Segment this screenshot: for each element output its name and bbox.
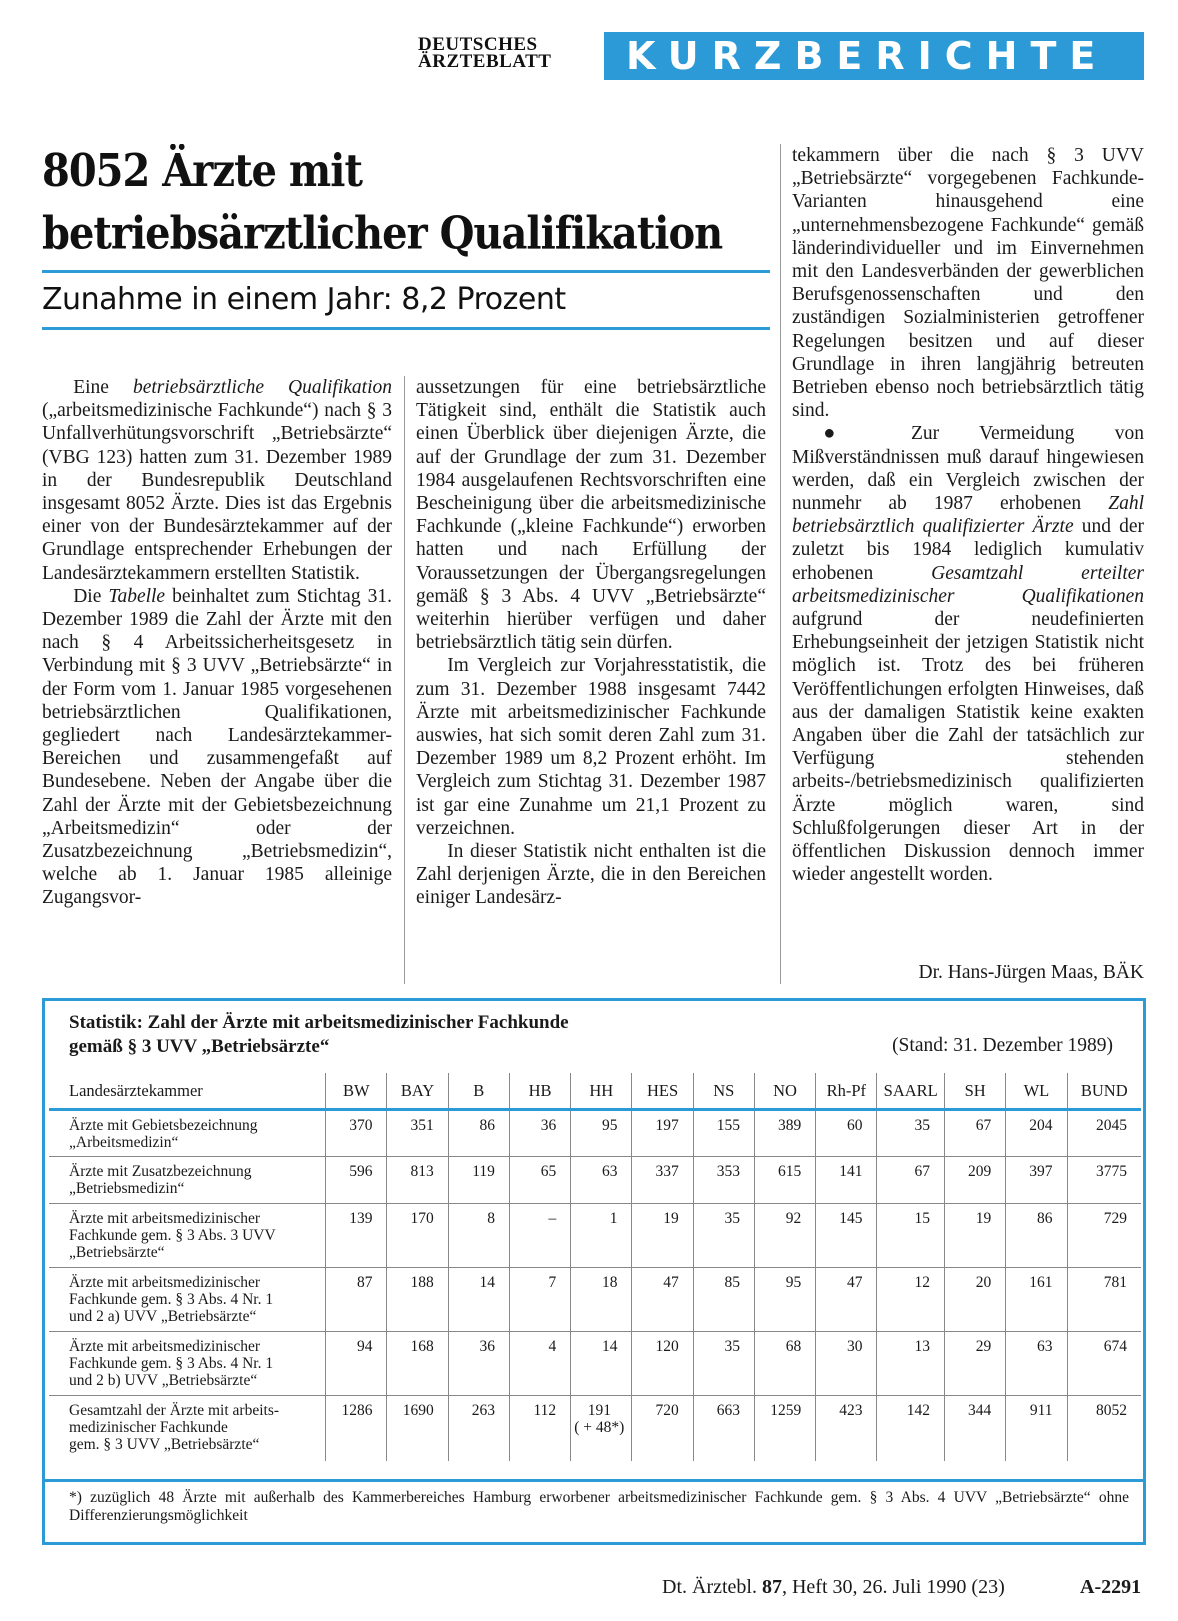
cell-value: 813 xyxy=(410,1162,434,1180)
table-cell xyxy=(326,1331,387,1395)
cell-value: 120 xyxy=(655,1337,679,1355)
cell-value: 168 xyxy=(410,1337,434,1355)
cell-value: 615 xyxy=(777,1162,802,1180)
table-cell xyxy=(326,1109,387,1156)
table-cell xyxy=(1006,1109,1067,1156)
cell-value: 47 xyxy=(846,1273,863,1291)
table-header-label: Landesärztekammer xyxy=(49,1073,326,1109)
table-cell xyxy=(571,1109,632,1156)
table-header-cell: BW xyxy=(326,1073,387,1109)
cell-value: 87 xyxy=(356,1273,373,1291)
cell-value: 674 xyxy=(1103,1337,1127,1355)
table-cell xyxy=(1006,1267,1067,1331)
cell-value: 344 xyxy=(968,1401,992,1419)
table-footnote: *) zuzüglich 48 Ärzte mit außerhalb des Kammerbereiches Hamburg erworbener arbeitsmedizinischer Fachkunde gem. § 3 Abs. 4 UVV „Betriebsärzte“ ohne Differenzierungsmöglichkeit xyxy=(69,1489,1129,1524)
cell-value: 3775 xyxy=(1096,1162,1127,1180)
cell-value: 370 xyxy=(349,1116,373,1134)
cell-value: 20 xyxy=(975,1273,992,1291)
table-cell xyxy=(754,1109,815,1156)
article-column-1 xyxy=(42,376,392,910)
cell-value: 14 xyxy=(479,1273,495,1291)
table-cell xyxy=(816,1395,877,1461)
table-row-label xyxy=(49,1331,326,1395)
table-cell xyxy=(1006,1331,1067,1395)
paragraph: tekammern über die nach § 3 UVV „Betriebsärzte“ vorgegebenen Fachkunde-Varianten hinausgehend eine „unternehmensbezogene Fachkunde“ gemäß länderindividueller und im Einvernehmen mit den Landesverbänden der gewerblichen Berufsgenossenschaften und den zuständigen Sozialministerien getroffener Regelungen besitzen und auf dieser Grundlage in ihren langjährig betreuten Betrieben ebenso noch betriebsärztlich tätig sind. xyxy=(792,145,1144,422)
table-cell xyxy=(571,1331,632,1395)
table-cell xyxy=(945,1331,1006,1395)
table-cell xyxy=(387,1109,448,1156)
cell-value: 94 xyxy=(356,1337,373,1355)
column-divider xyxy=(780,144,781,984)
cell-value: 188 xyxy=(410,1273,434,1291)
headline xyxy=(42,140,762,265)
table-cell xyxy=(693,1156,754,1203)
cell-value: 781 xyxy=(1103,1273,1127,1291)
table-cell xyxy=(509,1109,570,1156)
cell-value: 29 xyxy=(975,1337,992,1355)
cell-value: 63 xyxy=(601,1162,618,1180)
table-cell xyxy=(448,1109,509,1156)
table-cell xyxy=(816,1109,877,1156)
table-header-cell: BAY xyxy=(387,1073,448,1109)
table-cell xyxy=(693,1395,754,1461)
table-row-label xyxy=(49,1203,326,1267)
cell-value: 8 xyxy=(487,1209,495,1227)
cell-value: 1286 xyxy=(341,1401,373,1419)
bullet-icon: ● xyxy=(823,422,871,445)
table-cell xyxy=(387,1156,448,1203)
cell-value: 8052 xyxy=(1096,1401,1127,1419)
cell-value: 18 xyxy=(601,1273,618,1291)
table-header-cell: Rh-Pf xyxy=(816,1073,877,1109)
table-cell xyxy=(693,1203,754,1267)
cell-value: 351 xyxy=(410,1116,434,1134)
masthead-line-2: ÄRZTEBLATT xyxy=(418,51,552,72)
table-title: Statistik: Zahl der Ärzte mit arbeitsmedizinischer Fachkunde gemäß § 3 UVV „Betriebsärzte“ xyxy=(69,1012,569,1057)
cell-value: 15 xyxy=(914,1209,931,1227)
cell-value: 209 xyxy=(968,1162,992,1180)
cell-value: 36 xyxy=(479,1337,495,1355)
row-label-line: Ärzte mit arbeitsmedizinischer xyxy=(69,1209,261,1227)
table-cell xyxy=(877,1267,945,1331)
table-cell xyxy=(509,1156,570,1203)
table-cell xyxy=(632,1331,693,1395)
cell-value: 729 xyxy=(1103,1209,1127,1227)
paragraph: Eine betriebsärztliche Qualifikation („arbeitsmedizinische Fachkunde“) nach § 3 Unfallverhütungsvorschrift „Betriebsärzte“ (VBG 123) hatten zum 31. Dezember 1989 in der Bundesrepublik Deutschland insgesamt 8052 Ärzte. Dies ist das Ergebnis einer von der Bundesärztekammer auf der Grundlage entsprechender Erhebungen der Landesärztekammern erstellten Statistik. xyxy=(42,377,393,584)
table-header-row xyxy=(49,1073,1141,1109)
article-column-2 xyxy=(416,376,766,910)
table-cell xyxy=(387,1331,448,1395)
row-label-line: „Arbeitsmedizin“ xyxy=(69,1133,179,1151)
table-header-cell: SH xyxy=(945,1073,1006,1109)
column-divider xyxy=(404,376,405,984)
cell-value: 30 xyxy=(846,1337,863,1355)
cell-value: 12 xyxy=(914,1273,931,1291)
masthead-line-1: DEUTSCHES xyxy=(418,34,538,55)
table-header-cell: B xyxy=(448,1073,509,1109)
row-label-line: Fachkunde gem. § 3 Abs. 4 Nr. 1 xyxy=(69,1290,274,1308)
emphasis: Gesamtzahl erteilter arbeitsmedizinischer Qualifikationen xyxy=(792,562,1144,607)
emphasis: Tabelle xyxy=(108,585,166,607)
paragraph: Im Vergleich zur Vorjahresstatistik, die zum 31. Dezember 1988 insgesamt 7442 Ärzte mit arbeitsmedizinischer Fachkunde auswies, hat sich somit deren Zahl zum 31. Dezember 1989 um 8,2 Prozent erhöht. Im Vergleich zum Stichtag 31. Dezember 1987 ist gar eine Zunahme um 21,1 Prozent zu verzeichnen. xyxy=(416,655,766,839)
cell-value: 204 xyxy=(1029,1116,1053,1134)
paragraph: In dieser Statistik nicht enthalten ist die Zahl derjenigen Ärzte, die in den Bereichen einiger Landesärz- xyxy=(416,841,766,909)
row-label-line: Ärzte mit arbeitsmedizinischer xyxy=(69,1273,261,1291)
table-cell xyxy=(387,1395,448,1461)
table-cell xyxy=(754,1331,815,1395)
table-header-cell: HH xyxy=(571,1073,632,1109)
table-date-note: (Stand: 31. Dezember 1989) xyxy=(892,1035,1113,1056)
table-cell xyxy=(571,1156,632,1203)
table-cell xyxy=(816,1203,877,1267)
table-cell xyxy=(1067,1156,1141,1203)
emphasis: Zahl betriebsärztlich qualifizierter Ärzte xyxy=(792,493,1144,538)
table-row-label xyxy=(49,1156,326,1203)
cell-value: 263 xyxy=(471,1401,495,1419)
table-cell xyxy=(1067,1331,1141,1395)
masthead-logo xyxy=(418,36,551,70)
table-row xyxy=(49,1156,1141,1203)
cell-value: 119 xyxy=(472,1162,495,1180)
cell-value: 423 xyxy=(839,1401,863,1419)
table-row xyxy=(49,1331,1141,1395)
table-cell xyxy=(387,1267,448,1331)
table-header-cell: HB xyxy=(509,1073,570,1109)
table-cell xyxy=(1006,1203,1067,1267)
table-cell xyxy=(571,1203,632,1267)
paragraph: Die Tabelle beinhaltet zum Stichtag 31. Dezember 1989 die Zahl der Ärzte mit den nach § 4 Arbeitssicherheitsgesetz in Verbindung mit § 3 UVV „Betriebsärzte“ in der Form vom 1. Januar 1985 vorgesehenen betriebsärztlichen Qualifikationen, gegliedert nach Landesärztekammer-Bereichen und zusammengefaßt auf Bundesebene. Neben der Angabe über die Zahl der Ärzte mit der Gebietsbezeichnung „Arbeitsmedizin“ oder der Zusatzbezeichnung „Betriebsmedizin“, welche ab 1. Januar 1985 alleinige Zugangsvor- xyxy=(42,585,392,909)
cell-value: 337 xyxy=(655,1162,679,1180)
table-cell xyxy=(877,1156,945,1203)
table-cell xyxy=(877,1395,945,1461)
table-cell xyxy=(754,1267,815,1331)
cell-value: 35 xyxy=(724,1337,740,1355)
page-number: A-2291 xyxy=(1080,1576,1142,1598)
table-cell xyxy=(509,1203,570,1267)
row-label-line: medizinischer Fachkunde xyxy=(69,1418,228,1436)
table-cell xyxy=(693,1267,754,1331)
cell-value: 663 xyxy=(716,1401,740,1419)
cell-value: 197 xyxy=(655,1116,679,1134)
cell-value: 86 xyxy=(479,1116,495,1134)
cell-value: 35 xyxy=(724,1209,740,1227)
table-cell xyxy=(632,1109,693,1156)
cell-value: 19 xyxy=(663,1209,679,1227)
cell-value: 596 xyxy=(349,1162,373,1180)
cell-value: 139 xyxy=(349,1209,373,1227)
table-header-cell: WL xyxy=(1006,1073,1067,1109)
table-cell xyxy=(632,1156,693,1203)
table-cell xyxy=(509,1395,570,1461)
row-label-line: „Betriebsmedizin“ xyxy=(69,1179,185,1197)
table-cell xyxy=(754,1203,815,1267)
row-label-line: Ärzte mit Zusatzbezeichnung xyxy=(69,1162,252,1180)
statistics-table xyxy=(49,1073,1141,1461)
cell-value: 2045 xyxy=(1096,1116,1127,1134)
table-header-cell: BUND xyxy=(1067,1073,1141,1109)
table-cell xyxy=(448,1156,509,1203)
table-cell xyxy=(693,1331,754,1395)
table-row-label xyxy=(49,1395,326,1461)
table-cell xyxy=(877,1331,945,1395)
table-cell xyxy=(387,1203,448,1267)
cell-value: 13 xyxy=(914,1337,931,1355)
row-label-line: gem. § 3 UVV „Betriebsärzte“ xyxy=(69,1435,260,1453)
table-header-cell: NO xyxy=(754,1073,815,1109)
headline-line-1: 8052 Ärzte mit xyxy=(42,144,362,198)
table-header-cell: HES xyxy=(632,1073,693,1109)
table-cell xyxy=(1006,1156,1067,1203)
cell-value: 112 xyxy=(533,1401,557,1419)
cell-value: 720 xyxy=(655,1401,679,1419)
table-header-cell: NS xyxy=(693,1073,754,1109)
author-byline: Dr. Hans-Jürgen Maas, BÄK xyxy=(918,962,1144,983)
table-row-label xyxy=(49,1109,326,1156)
cell-value: 141 xyxy=(839,1162,863,1180)
table-cell xyxy=(945,1395,1006,1461)
table-cell xyxy=(877,1203,945,1267)
row-label-line: Ärzte mit Gebietsbezeichnung xyxy=(69,1116,258,1134)
cell-value: 1259 xyxy=(770,1401,802,1419)
table-cell xyxy=(326,1156,387,1203)
row-label-line: Fachkunde gem. § 3 Abs. 3 UVV xyxy=(69,1226,276,1244)
cell-value: 4 xyxy=(548,1337,557,1355)
cell-value: 60 xyxy=(846,1116,863,1134)
cell-footnote-marker: ( + 48*) xyxy=(574,1418,625,1436)
cell-value: 145 xyxy=(839,1209,863,1227)
table-cell xyxy=(509,1267,570,1331)
table-cell xyxy=(632,1267,693,1331)
row-label-line: und 2 a) UVV „Betriebsärzte“ xyxy=(69,1307,257,1325)
cell-value: 911 xyxy=(1029,1401,1053,1419)
row-label-line: Gesamtzahl der Ärzte mit arbeits- xyxy=(69,1401,280,1419)
table-header-cell: SAARL xyxy=(877,1073,945,1109)
table-cell xyxy=(693,1109,754,1156)
paragraph: aussetzungen für eine betriebsärztliche Tätigkeit sind, enthält die Statistik auch einen Überblick über diejenigen Ärzte, die auf der Grundlage der zum 31. Dezember 1984 ausgelaufenen Rechtsvorschriften eine Bescheinigung über die arbeitsmedizinische Fachkunde („kleine Fachkunde“) erworben hatten und nach Erfüllung der Voraussetzungen der Übergangsregelungen gemäß § 3 Abs. 4 UVV „Betriebsärzte“ weiterhin hierüber verfügen und daher betriebsärztlich tätig sein dürfen. xyxy=(416,377,766,654)
cell-value: 397 xyxy=(1029,1162,1053,1180)
cell-value: 86 xyxy=(1037,1209,1053,1227)
cell-value: 92 xyxy=(785,1209,802,1227)
cell-value: 95 xyxy=(785,1273,802,1291)
table-cell xyxy=(326,1267,387,1331)
table-cell xyxy=(326,1203,387,1267)
row-label-line: Ärzte mit arbeitsmedizinischer xyxy=(69,1337,261,1355)
table-row xyxy=(49,1109,1141,1156)
cell-value: 65 xyxy=(540,1162,557,1180)
cell-value: 1 xyxy=(609,1209,618,1227)
cell-value: 67 xyxy=(975,1116,992,1134)
cell-value: 95 xyxy=(601,1116,618,1134)
table-row xyxy=(49,1203,1141,1267)
table-cell xyxy=(448,1203,509,1267)
cell-value: 36 xyxy=(540,1116,557,1134)
table-row xyxy=(49,1395,1141,1461)
cell-value: 1690 xyxy=(402,1401,434,1419)
cell-value: 14 xyxy=(601,1337,618,1355)
table-cell xyxy=(1067,1203,1141,1267)
cell-value: 7 xyxy=(548,1273,557,1291)
table-cell xyxy=(632,1395,693,1461)
table-row xyxy=(49,1267,1141,1331)
cell-value: 170 xyxy=(410,1209,434,1227)
table-cell xyxy=(754,1395,815,1461)
statistics-table-box xyxy=(42,998,1146,1545)
paragraph: ● Zur Vermeidung von Mißverständnissen muß darauf hingewiesen werden, daß ein Vergleich zwischen der nunmehr ab 1987 erhobenen Zahl betriebsärztlich qualifizierter Ärzte und der zuletzt bis 1984 lediglich kumulativ erhobenen Gesamtzahl erteilter arbeitsmedizinischer Qualifikationen aufgrund der neudefinierten Erhebungseinheit der jetzigen Statistik nicht möglich ist. Trotz des bei früheren Veröffentlichungen erfolgten Hinweises, daß aus der damaligen Statistik keine exakten Angaben über die Zahl der tatsächlich zur Verfügung stehenden arbeits-/betriebsmedizinisch qualifizierten Ärzte möglich waren, sind Schlußfolgerungen dieser Art in der öffentlichen Diskussion dennoch immer wieder angestellt worden. xyxy=(792,422,1144,886)
table-cell xyxy=(945,1267,1006,1331)
cell-value: 142 xyxy=(906,1401,931,1419)
cell-value: 63 xyxy=(1037,1337,1053,1355)
row-label-line: und 2 b) UVV „Betriebsärzte“ xyxy=(69,1371,258,1389)
table-cell xyxy=(877,1109,945,1156)
table-cell xyxy=(1067,1109,1141,1156)
footnote-rule xyxy=(45,1479,1143,1482)
table-cell xyxy=(448,1395,509,1461)
table-cell xyxy=(754,1156,815,1203)
article-column-3 xyxy=(792,144,1144,887)
table-cell xyxy=(816,1331,877,1395)
table-cell xyxy=(816,1267,877,1331)
table-cell xyxy=(509,1331,570,1395)
table-cell xyxy=(945,1203,1006,1267)
subheadline: Zunahme in einem Jahr: 8,2 Prozent xyxy=(42,282,566,317)
cell-value: – xyxy=(548,1209,557,1227)
table-cell xyxy=(1067,1267,1141,1331)
table-cell xyxy=(945,1156,1006,1203)
page-citation: Dt. Ärztebl. 87, Heft 30, 26. Juli 1990 (23) xyxy=(662,1576,1005,1598)
cell-value: 155 xyxy=(716,1116,740,1134)
cell-value: 353 xyxy=(716,1162,740,1180)
cell-value: 19 xyxy=(975,1209,992,1227)
table-row-label xyxy=(49,1267,326,1331)
row-label-line: „Betriebsärzte“ xyxy=(69,1243,165,1261)
headline-rule-top xyxy=(42,270,770,273)
table-cell xyxy=(448,1331,509,1395)
table-cell xyxy=(632,1203,693,1267)
table-cell xyxy=(571,1267,632,1331)
cell-value: 85 xyxy=(724,1273,740,1291)
cell-value: 161 xyxy=(1029,1273,1053,1291)
table-cell xyxy=(448,1267,509,1331)
table-cell xyxy=(945,1109,1006,1156)
table-cell xyxy=(571,1395,632,1461)
cell-value: 35 xyxy=(914,1116,931,1134)
row-label-line: Fachkunde gem. § 3 Abs. 4 Nr. 1 xyxy=(69,1354,274,1372)
table-cell xyxy=(1006,1395,1067,1461)
cell-value: 68 xyxy=(785,1337,802,1355)
cell-value: 389 xyxy=(777,1116,802,1134)
emphasis: betriebsärztliche Qualifikation xyxy=(132,377,393,398)
headline-line-2: betriebsärztlicher Qualifikation xyxy=(42,207,723,260)
table-cell xyxy=(816,1156,877,1203)
table-cell xyxy=(1067,1395,1141,1461)
section-banner: KURZBERICHTE xyxy=(604,32,1144,80)
table-cell xyxy=(326,1395,387,1461)
cell-value: 47 xyxy=(663,1273,679,1291)
cell-value: 191 xyxy=(587,1401,611,1419)
cell-value: 67 xyxy=(914,1162,931,1180)
headline-rule-bottom xyxy=(42,327,770,330)
